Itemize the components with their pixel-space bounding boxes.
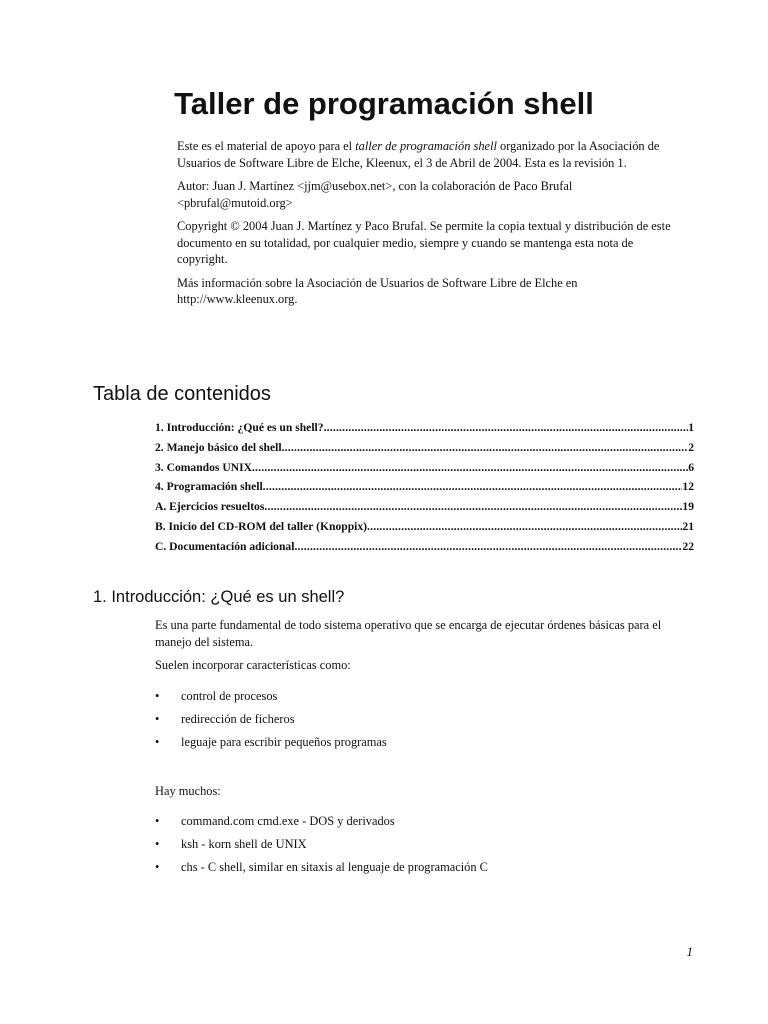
- features-list: [155, 688, 685, 757]
- toc-entry-title: 2. Manejo básico del shell: [155, 440, 282, 454]
- list-item-text: ksh - korn shell de UNIX: [181, 837, 307, 851]
- toc-entry[interactable]: [155, 458, 694, 478]
- toc-entry-page: 22: [682, 539, 694, 553]
- section-heading: 1. Introducción: ¿Qué es un shell?: [93, 588, 345, 606]
- toc-entry-page: 21: [682, 519, 694, 533]
- toc-entry[interactable]: [155, 497, 694, 517]
- toc-entry[interactable]: [155, 438, 694, 458]
- list-item-text: leguaje para escribir pequeños programas: [181, 734, 387, 749]
- list-item: [155, 836, 685, 859]
- bullet-icon: •: [155, 688, 160, 703]
- author-paragraph: Autor: Juan J. Martínez <jjm@usebox.net>, con la colaboración de Paco Brufal <pbrufal@mutoid.org>: [177, 179, 573, 210]
- bullet-icon: •: [155, 734, 160, 749]
- bullet-icon: •: [155, 860, 160, 874]
- section-paragraph: Suelen incorporar características como:: [155, 658, 351, 672]
- toc-leader-dots: [294, 537, 682, 557]
- toc-entry[interactable]: [155, 537, 694, 557]
- toc-entry-title: 3. Comandos UNIX: [155, 460, 252, 474]
- toc-entry-title: B. Inicio del CD-ROM del taller (Knoppix): [155, 519, 368, 533]
- toc-entry-page: 6: [688, 460, 694, 474]
- intro-text-before: Este es el material de apoyo para el: [177, 139, 356, 153]
- list-item: [155, 688, 685, 711]
- copyright-paragraph: Copyright © 2004 Juan J. Martínez y Paco Brufal. Se permite la copia textual y distribución de este documento en su totalidad, por cualquier medio, siempre y cuando se mantenga esta nota de copyright.: [177, 219, 671, 266]
- toc-entry-page: 12: [682, 480, 694, 494]
- toc-entry[interactable]: [155, 418, 694, 438]
- section-paragraph: Es una parte fundamental de todo sistema operativo que se encarga de ejecutar órdenes básicas para el manejo del sistema.: [155, 618, 662, 649]
- toc-leader-dots: [264, 497, 682, 517]
- toc-leader-dots: [282, 438, 689, 458]
- bullet-icon: •: [155, 837, 160, 851]
- page-number: 1: [686, 944, 693, 959]
- toc-entry-page: 19: [682, 500, 694, 514]
- front-matter: [177, 138, 677, 315]
- section-paragraph: Hay muchos:: [155, 783, 221, 798]
- toc-entry-title: 4. Programación shell: [155, 480, 263, 494]
- intro-emphasis: taller de programación shell: [355, 139, 497, 153]
- list-item: [155, 813, 685, 836]
- intro-paragraph: [177, 138, 677, 171]
- toc-entry-title: A. Ejercicios resueltos: [155, 500, 265, 514]
- list-item-text: control de procesos: [181, 688, 278, 703]
- bullet-icon: •: [155, 711, 160, 726]
- list-item-text: chs - C shell, similar en sitaxis al lenguaje de programación C: [181, 860, 488, 874]
- list-item: [155, 711, 685, 734]
- toc-leader-dots: [324, 418, 689, 438]
- toc-leader-dots: [263, 477, 683, 497]
- document-title: Taller de programación shell: [174, 86, 594, 121]
- toc-entry-title: C. Documentación adicional: [155, 539, 295, 553]
- intro-text-after: organizado por la Asociación de Usuarios de Software Libre de Elche, Kleenux, el 3 de Abril de 2004. Esta es la revisión 1.: [177, 139, 660, 170]
- table-of-contents: [155, 418, 694, 557]
- list-item: [155, 859, 685, 882]
- toc-entry-title: 1. Introducción: ¿Qué es un shell?: [155, 421, 324, 434]
- list-item-text: redirección de ficheros: [181, 711, 295, 726]
- toc-leader-dots: [367, 517, 682, 537]
- list-item: [155, 734, 685, 757]
- toc-entry-page: 2: [688, 440, 694, 454]
- more-info-paragraph: Más información sobre la Asociación de Usuarios de Software Libre de Elche en http://www.kleenux.org.: [177, 275, 578, 306]
- toc-heading: Tabla de contenidos: [93, 383, 271, 405]
- section-body: [155, 617, 685, 882]
- toc-entry[interactable]: [155, 477, 694, 497]
- toc-entry[interactable]: [155, 517, 694, 537]
- shells-list: [155, 813, 685, 882]
- bullet-icon: •: [155, 814, 160, 828]
- list-item-text: command.com cmd.exe - DOS y derivados: [181, 814, 395, 828]
- toc-entry-page: 1: [688, 421, 694, 434]
- toc-leader-dots: [252, 458, 688, 478]
